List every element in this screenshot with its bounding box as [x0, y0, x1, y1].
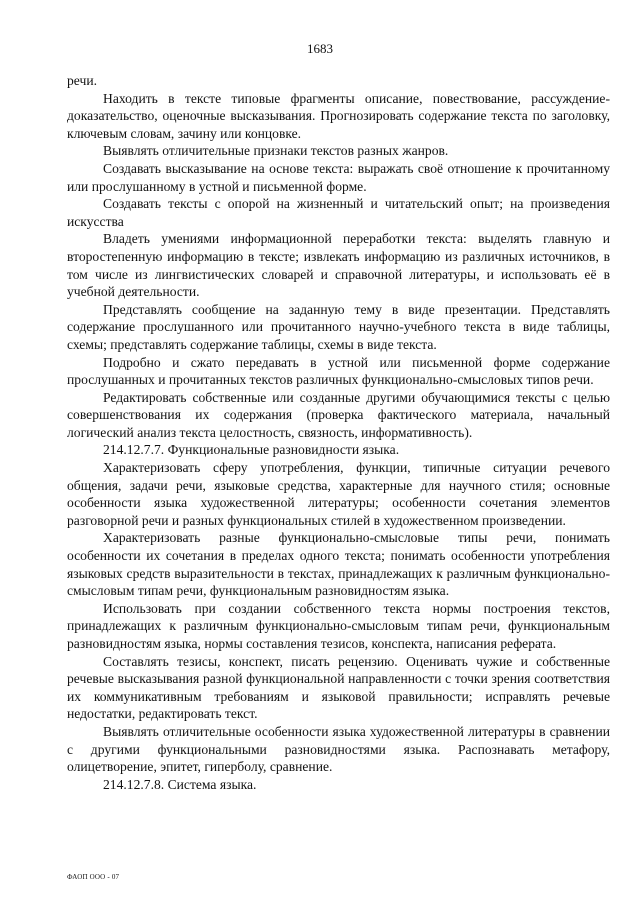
footer-code: ФАОП ООО - 07	[67, 873, 120, 881]
paragraph: Редактировать собственные или созданные другими обучающимися тексты с целью совершенствования их содержания (проверка фактического материала, начальный логический анализ текста целостность, связность, информативность).	[67, 389, 610, 440]
section-heading: 214.12.7.8. Система языка.	[103, 776, 257, 792]
paragraph: Выявлять отличительные особенности языка художественной литературы в сравнении с другими функциональными разновидностями языка. Распознавать метафору, олицетворение, эпитет, гиперболу, сравнение.	[67, 723, 610, 775]
paragraph: Находить в тексте типовые фрагменты описание, повествование, рассуждение-доказательство, оценочные высказывания. Прогнозировать содержание текста по заголовку, ключевым словам, зачину или концовке.	[67, 90, 610, 141]
paragraph: Представлять сообщение на заданную тему в виде презентации. Представлять содержание прослушанного или прочитанного научно-учебного текста в виде таблицы, схемы; представлять содержание таблицы, схемы в виде текста.	[67, 301, 610, 352]
paragraph: Использовать при создании собственного текста нормы построения текстов, принадлежащих к различным функционально-смысловым типам речи, функциональным разновидностям языка, нормы составления тезисов, конспекта, написания реферата.	[67, 600, 610, 651]
paragraph: Владеть умениями информационной переработки текста: выделять главную и второстепенную информацию в тексте; извлекать информацию из различных источников, в том числе из лингвистических словарей и справочной литературы, и использовать её в учебной деятельности.	[67, 231, 610, 300]
paragraph: Характеризовать разные функционально-смысловые типы речи, понимать особенности их сочетания в пределах одного текста; понимать особенности употребления языковых средств выразительности в текстах, принадлежащих к различным функционально-смысловым типам речи, функциональным разновидностям языка.	[67, 530, 610, 599]
paragraph: Создавать тексты с опорой на жизненный и читательский опыт; на произведения искусства	[67, 196, 610, 229]
document-body	[67, 72, 610, 793]
page-number: 1683	[307, 41, 333, 56]
paragraph: Подробно и сжато передавать в устной или письменной форме содержание прослушанных и прочитанных текстов различных функционально-смысловых типов речи.	[67, 354, 610, 388]
paragraph: Характеризовать сферу употребления, функции, типичные ситуации речевого общения, задачи речи, языковые средства, характерные для научного стиля; основные особенности языка художественной литературы; особенности сочетания элементов разговорной речи и разных функциональных стилей в художественном произведении.	[67, 460, 610, 528]
section-heading: 214.12.7.7. Функциональные разновидности языка.	[103, 442, 400, 458]
paragraph: Создавать высказывание на основе текста: выражать своё отношение к прочитанному или прослушанному в устной и письменной форме.	[67, 160, 610, 194]
paragraph: Выявлять отличительные признаки текстов разных жанров.	[103, 143, 449, 159]
paragraph-continuation: речи.	[67, 73, 98, 88]
paragraph: Составлять тезисы, конспект, писать рецензию. Оценивать чужие и собственные речевые высказывания разной функциональной направленности с точки зрения соответствия их коммуникативным требованиям и языковой правильности; исправлять речевые недостатки, редактировать текст.	[67, 653, 610, 722]
